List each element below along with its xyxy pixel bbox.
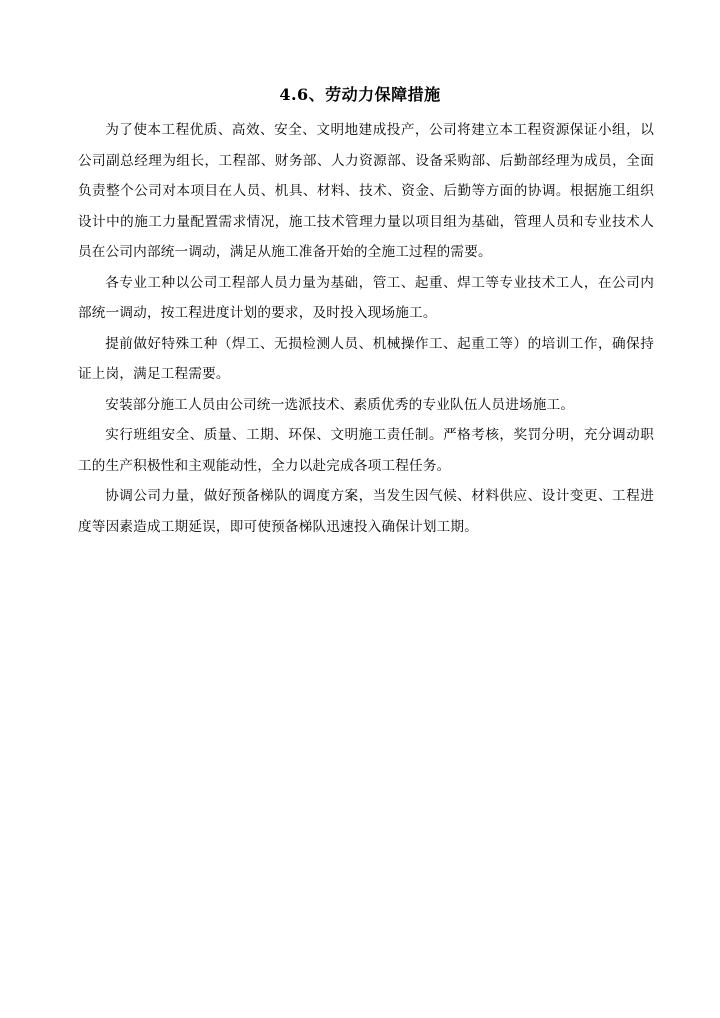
paragraph-special-training: 提前做好特殊工种（焊工、无损检测人员、机械操作工、起重工等）的培训工作，确保持证上岗，满足工程需要。 (78, 335, 654, 382)
section-heading: 4.6、劳动力保障措施 (279, 85, 441, 104)
paragraph-team-responsibility: 实行班组安全、质量、工期、环保、文明施工责任制。严格考核，奖罚分明，充分调动职工的生产积极性和主观能动性，全力以赴完成各项工程任务。 (78, 427, 654, 474)
paragraph-resource-group: 为了使本工程优质、高效、安全、文明地建成投产，公司将建立本工程资源保证小组，以公司副总经理为组长，工程部、财务部、人力资源部、设备采购部、后勤部经理为成员，全面负责整个公司对本项目在人员、机具、材料、技术、资金、后勤等方面的协调。根据施工组织设计中的施工力量配置需求情况，施工技术管理力量以项目组为基础，管理人员和专业技术人员在公司内部统一调动，满足从施工准备开始的全施工过程的需要。 (78, 122, 654, 260)
paragraph-reserve-team: 协调公司力量，做好预备梯队的调度方案，当发生因气候、材料供应、设计变更、工程进度等因素造成工期延误，即可使预备梯队迅速投入确保计划工期。 (78, 488, 654, 535)
paragraph-specialty-workers: 各专业工种以公司工程部人员力量为基础，管工、起重、焊工等专业技术工人，在公司内部统一调动，按工程进度计划的要求，及时投入现场施工。 (78, 274, 654, 321)
document-body (78, 115, 654, 542)
paragraph-installation-staff: 安装部分施工人员由公司统一选派技术、素质优秀的专业队伍人员进场施工。 (105, 396, 575, 413)
